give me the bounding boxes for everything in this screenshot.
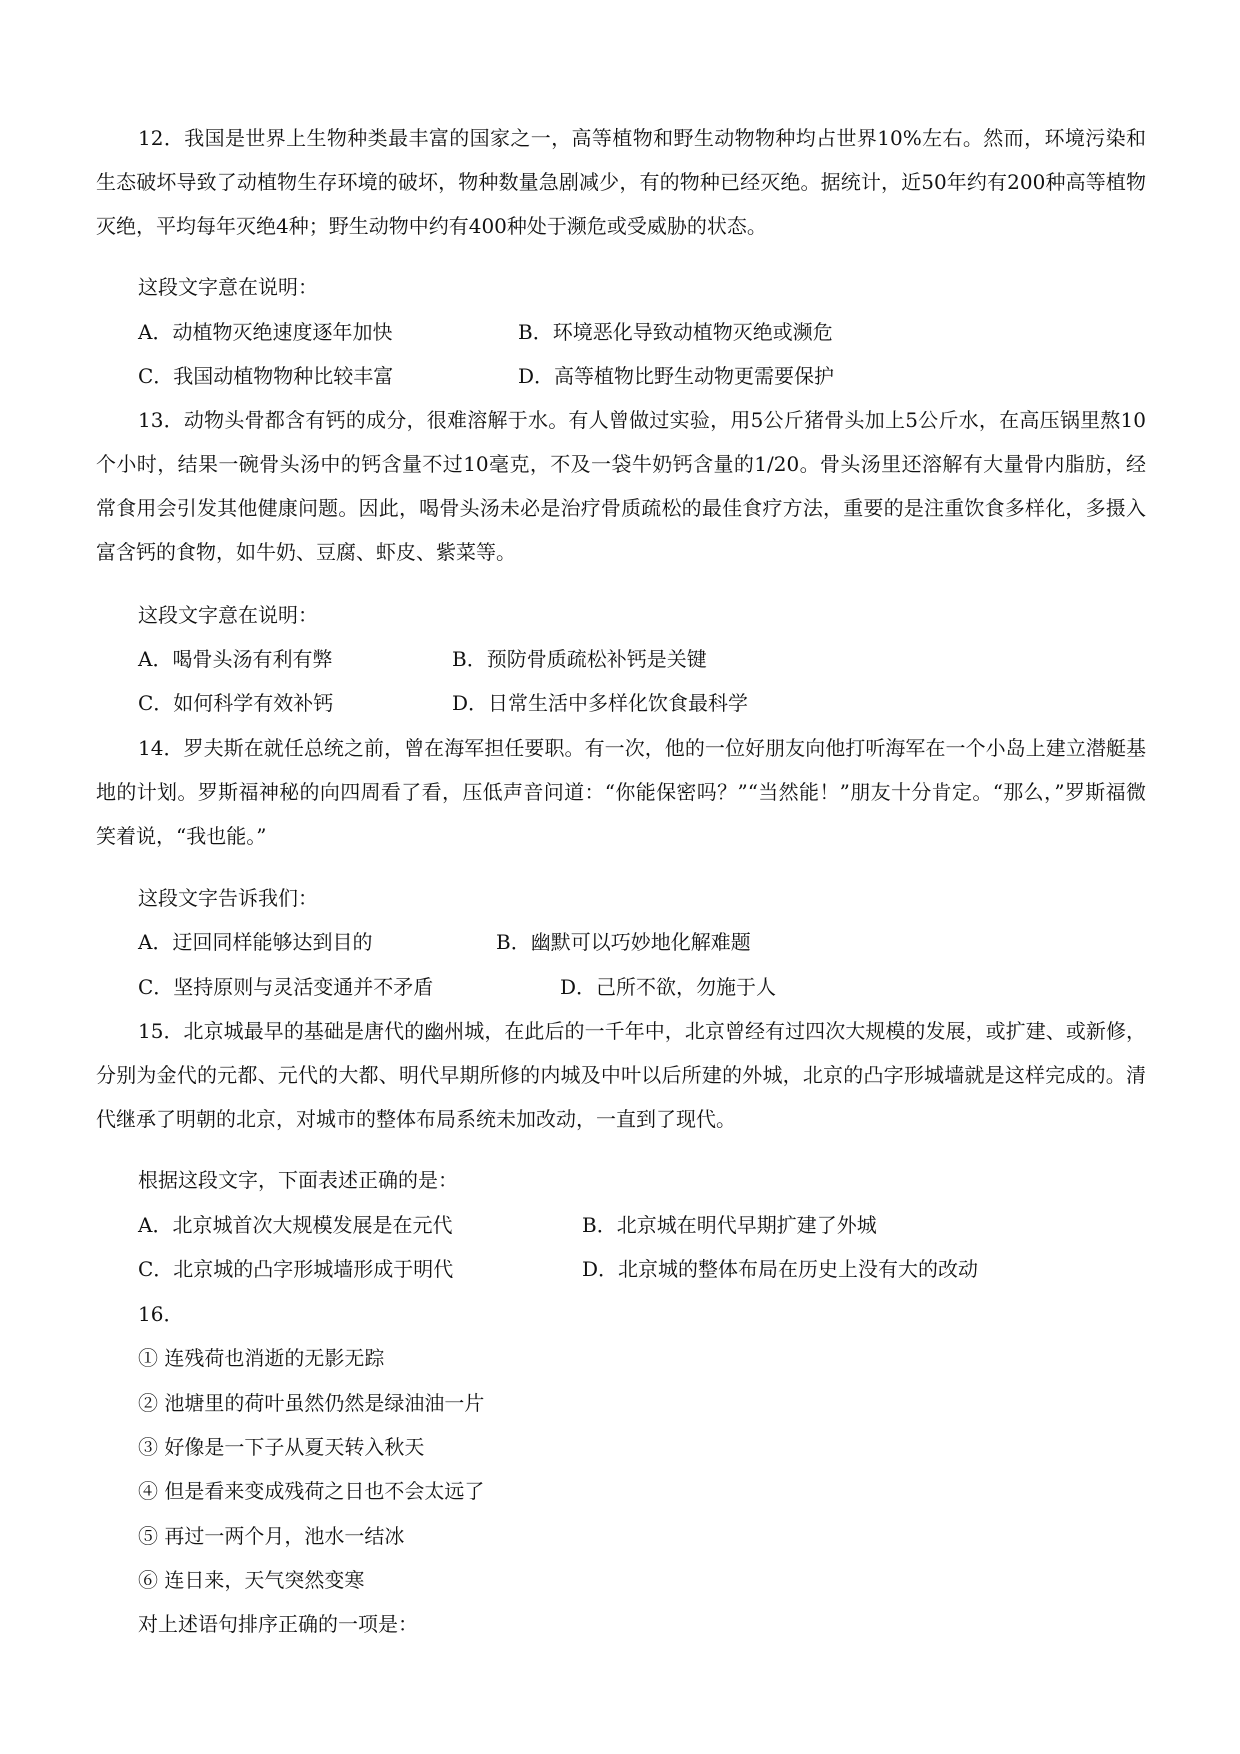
question-12-option-a: A．动植物灭绝速度逐年加快	[138, 320, 393, 344]
question-15-text: 15．北京城最早的基础是唐代的幽州城，在此后的一千年中，北京曾经有过四次大规模的发展，或扩建、或新修，分别为金代的元都、元代的大都、明代早期所修的内城及中叶以后所建的外城，北京的凸字形城墙就是这样完成的。清代继承了明朝的北京，对城市的整体布局系统未加改动，一直到了现代。	[96, 1019, 1146, 1131]
question-16-sentence-3: ③ 好像是一下子从夏天转入秋天	[138, 1435, 425, 1459]
question-15-option-c: C．北京城的凸字形城墙形成于明代	[138, 1257, 454, 1281]
question-13-option-b: B．预防骨质疏松补钙是关键	[452, 647, 707, 671]
question-13-prompt: 这段文字意在说明：	[138, 603, 318, 627]
question-14-option-a: A．迂回同样能够达到目的	[138, 930, 373, 954]
question-16-number: 16．	[138, 1302, 184, 1326]
question-16-sentence-1: ① 连残荷也消逝的无影无踪	[138, 1346, 385, 1370]
question-15-option-d: D．北京城的整体布局在历史上没有大的改动	[582, 1257, 979, 1281]
question-14-prompt: 这段文字告诉我们：	[138, 886, 318, 910]
question-12-prompt: 这段文字意在说明：	[138, 275, 318, 299]
question-12-option-d: D．高等植物比野生动物更需要保护	[518, 364, 835, 388]
question-16-sentence-2: ② 池塘里的荷叶虽然仍然是绿油油一片	[138, 1391, 485, 1415]
question-12-text: 12．我国是世界上生物种类最丰富的国家之一，高等植物和野生动物物种均占世界10%左右。然而，环境污染和生态破坏导致了动植物生存环境的破坏，物种数量急剧减少，有的物种已经灭绝。据统计，近50年约有200种高等植物灭绝，平均每年灭绝4种；野生动物中约有400种处于濒危或受威胁的状态。	[96, 126, 1146, 238]
question-14-option-d: D．己所不欲，勿施于人	[560, 975, 777, 999]
question-14-option-b: B．幽默可以巧妙地化解难题	[496, 930, 751, 954]
question-13-option-c: C．如何科学有效补钙	[138, 691, 334, 715]
question-13-text: 13．动物头骨都含有钙的成分，很难溶解于水。有人曾做过实验，用5公斤猪骨头加上5公斤水，在高压锅里熬10个小时，结果一碗骨头汤中的钙含量不过10毫克，不及一袋牛奶钙含量的1/20。骨头汤里还溶解有大量骨内脂肪，经常食用会引发其他健康问题。因此，喝骨头汤未必是治疗骨质疏松的最佳食疗方法，重要的是注重饮食多样化，多摄入富含钙的食物，如牛奶、豆腐、虾皮、紫菜等。	[96, 408, 1146, 564]
question-16-sentence-6: ⑥ 连日来，天气突然变寒	[138, 1568, 365, 1592]
question-15-prompt: 根据这段文字，下面表述正确的是：	[138, 1168, 458, 1192]
question-12-option-b: B．环境恶化导致动植物灭绝或濒危	[518, 320, 833, 344]
question-16-sentence-5: ⑤ 再过一两个月，池水一结冰	[138, 1524, 405, 1548]
question-16-prompt: 对上述语句排序正确的一项是：	[138, 1612, 418, 1636]
question-14-option-c: C．坚持原则与灵活变通并不矛盾	[138, 975, 434, 999]
question-13-option-d: D．日常生活中多样化饮食最科学	[452, 691, 749, 715]
question-15-option-b: B．北京城在明代早期扩建了外城	[582, 1213, 877, 1237]
question-14-text: 14．罗夫斯在就任总统之前，曾在海军担任要职。有一次，他的一位好朋友向他打听海军在一个小岛上建立潜艇基地的计划。罗斯福神秘的向四周看了看，压低声音问道：“你能保密吗？”“当然能！”朋友十分肯定。“那么，”罗斯福微笑着说，“我也能。”	[96, 736, 1146, 848]
question-12-option-c: C．我国动植物物种比较丰富	[138, 364, 394, 388]
question-16-sentence-4: ④ 但是看来变成残荷之日也不会太远了	[138, 1479, 485, 1503]
question-13-option-a: A．喝骨头汤有利有弊	[138, 647, 333, 671]
question-15-option-a: A．北京城首次大规模发展是在元代	[138, 1213, 453, 1237]
